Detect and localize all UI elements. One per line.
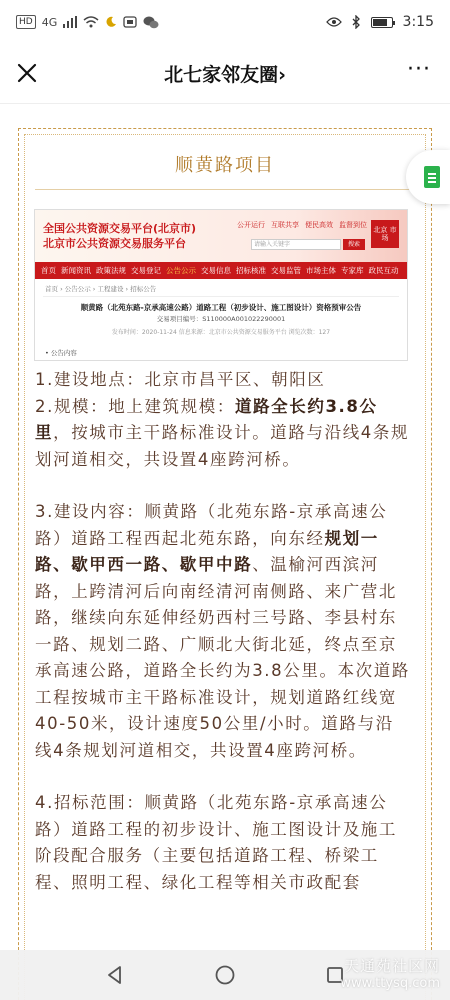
paragraph-construction [35,499,410,764]
embed-link: 监督到位 [339,221,367,229]
embed-search-button: 搜索 [343,239,365,250]
embed-menu-item: 政策法规 [96,266,126,275]
wechat-icon [143,16,159,29]
network-badge: 4G [41,15,58,29]
scale-prefix: 2.规模：地上建筑规模： [35,396,235,416]
paragraph-location-scale [35,367,410,473]
status-bar [0,0,450,44]
app-notification-icon [123,16,137,28]
chevron-right-icon: › [278,64,286,86]
hd-badge: HD [16,15,36,29]
status-icons-left [16,15,159,29]
scale-highlight: 道路全长约3.8公里 [35,396,378,442]
account-title[interactable] [164,60,286,87]
embed-menu-item: 市场主体 [306,266,336,275]
embed-site-title-2: 北京市公共资源交易服务平台 [43,237,186,250]
embed-link: 互联共享 [271,221,299,229]
embed-header-links [237,220,367,230]
account-name: 北七家邻友圈 [164,64,279,86]
location-line: 1.建设地点：北京市昌平区、朝阳区 [35,370,326,389]
embed-site-title-1: 全国公共资源交易平台(北京市) [43,222,197,235]
embed-header [35,210,407,262]
eye-icon [326,17,342,27]
site-watermark [340,955,440,991]
signal-icon [63,16,77,28]
close-icon[interactable] [12,58,42,88]
moon-icon [105,16,117,28]
embed-menu-item: 专家库 [341,266,364,275]
scale-suffix: ，按城市主干路标准设计。道路与沿线4条规划河道相交，共设置4座跨河桥。 [35,423,410,469]
embed-logo: 北京 市场 [371,220,399,248]
embed-link: 便民高效 [305,221,333,229]
home-circle-icon[interactable] [205,955,245,995]
embed-link: 公开运行 [237,221,265,229]
embed-doc-number: 交易项目编号：S110000A001022290001 [156,315,286,323]
watermark-url: www.ttysq.com [340,976,440,991]
embed-menu [35,262,407,279]
title-divider [35,189,415,190]
embed-menu-item: 招标核准 [236,266,266,275]
nav-bar [0,44,450,104]
status-icons-right [326,14,434,30]
embed-menu-item: 交易信息 [201,266,231,275]
wifi-icon [83,16,99,28]
article-frame [18,128,432,1000]
watermark-name: 天通苑社区网 [343,957,440,975]
article-title: 顺黄路项目 [175,155,275,176]
bluetooth-icon [352,15,361,29]
paragraph-bid-scope: 4.招标范围：顺黄路（北苑东路-京承高速公路）道路工程的初步设计、施工图设计及施工阶段配合服务（主要包括道路工程、桥梁工程、照明工程、绿化工程等相关市政配套 [35,793,397,892]
embed-menu-item: 交易登记 [131,266,161,275]
construction-prefix: 3.建设内容：顺黄路（北苑东路-京承高速公路）道路工程西起北苑东路，向东经 [35,502,388,548]
embed-breadcrumb: 首页 › 公告公示 › 工程建设 › 招标公告 [45,285,157,293]
more-options-button[interactable]: ··· [407,57,431,82]
construction-highlight: 规划一路、歇甲西一路、歇甲中路 [35,528,379,574]
embedded-screenshot[interactable] [34,209,408,361]
embed-doc-title: 顺黄路（北苑东路-京承高速公路）道路工程（初步设计、施工图设计）资格预审公告 [80,303,362,312]
embed-doc-meta: 发布时间：2020-11-24 信息来源：北京市公共资源交易服务平台 浏览次数：127 [111,329,331,336]
embed-divider [43,296,399,297]
embed-menu-item-active: 公告公示 [166,266,196,275]
embed-search-box: 请输入关键字 [251,239,341,250]
clock: 3:15 [402,14,434,30]
construction-suffix: 、温榆河西滨河路，上跨清河后向南经清河南侧路、来广营北路，继续向东延伸经奶西村三号路、李县村东一路、规划二路、广顺北大街北延，终点至京承高速公路，道路全长约为3.8公里。本次道路工程按城市主干路标准设计，规划道路红线宽40-50米，设计速度50公里/小时。道路与沿线4条规划河道相交，共设置4座跨河桥。 [35,555,410,760]
battery-icon [371,17,393,28]
embed-section-label: • 公告内容 [45,349,77,357]
embed-menu-item: 首页 [41,266,56,275]
embed-menu-item: 新闻资讯 [61,266,91,275]
spreadsheet-icon [424,166,440,188]
embed-menu-item: 政民互动 [368,266,399,275]
back-triangle-icon[interactable] [95,955,135,995]
article-body [35,367,410,896]
embed-menu-item: 交易监管 [271,266,301,275]
